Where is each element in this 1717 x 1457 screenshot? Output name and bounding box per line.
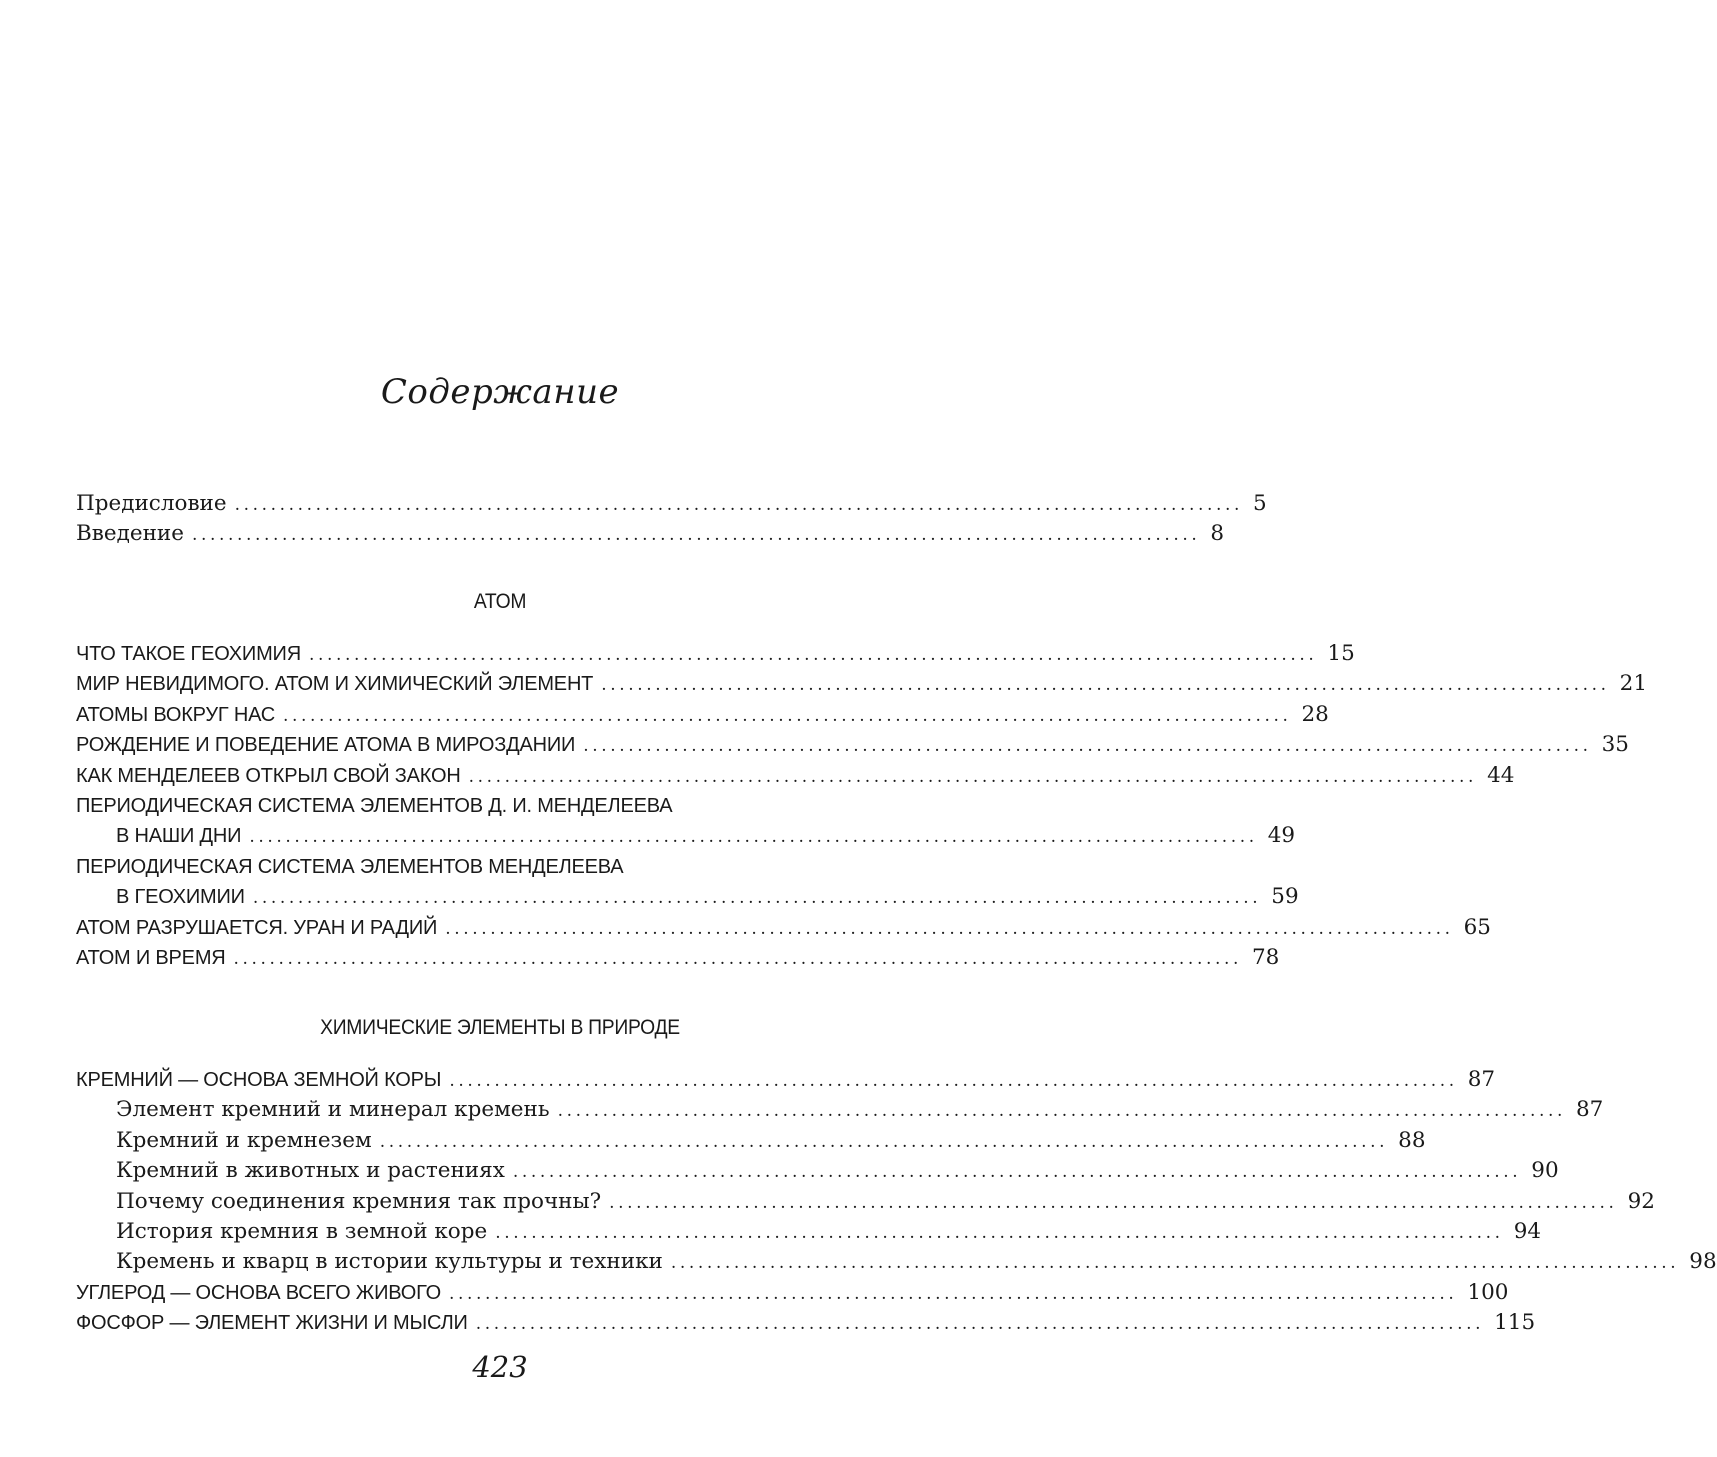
page-number: 423 [472,1350,528,1384]
toc-entry-page: 15 [1327,641,1355,666]
toc-entry-page: 87 [1576,1097,1604,1123]
toc-entry-title-line2: В НАШИ ДНИ [116,825,242,848]
dot-leader: ................................................................................................................ [233,948,1242,969]
toc-entry[interactable] [76,639,1355,669]
toc-entry-title-line1[interactable]: ПЕРИОДИЧЕСКАЯ СИСТЕМА ЭЛЕМЕНТОВ МЕНДЕЛЕЕВА [76,855,624,878]
toc-entry-page: 92 [1627,1188,1655,1214]
dot-leader: ................................................................................................................ [445,918,1454,939]
toc-entry-title: АТОМ РАЗРУШАЕТСЯ. УРАН И РАДИЙ [76,916,438,939]
dot-leader: ................................................................................................................ [283,705,1292,726]
toc-subentry[interactable] [76,1217,1542,1247]
toc-entry-title: Предисловие [76,491,227,516]
dot-leader: ................................................................................................................ [512,1162,1522,1183]
toc-entry-page: 100 [1467,1279,1509,1305]
toc-entry[interactable] [76,519,1225,549]
dot-leader: ................................................................................................................ [495,1222,1504,1243]
toc-entry[interactable] [76,489,1267,519]
toc-section-2 [76,1065,1717,1339]
toc-entry-page: 78 [1251,944,1280,970]
toc-entry-page: 21 [1619,671,1647,697]
toc-entry-title-line1[interactable]: ПЕРИОДИЧЕСКАЯ СИСТЕМА ЭЛЕМЕНТОВ Д. И. МЕНДЕЛЕЕВА [76,794,673,817]
toc-entry[interactable] [76,669,1647,699]
toc-entry[interactable] [76,1278,1509,1308]
toc-entry-page: 59 [1271,884,1299,910]
toc-subentry[interactable] [76,1187,1655,1217]
dot-leader: ................................................................................................................ [468,766,1478,787]
toc-entry-page: 5 [1253,491,1267,516]
toc-subentry[interactable] [76,1156,1559,1186]
toc-entry-title: Кремний в животных и растениях [116,1158,505,1184]
toc-entry-page: 90 [1531,1158,1559,1184]
dot-leader: ................................................................................................................ [670,1253,1680,1274]
toc-entry-title: ЧТО ТАКОЕ ГЕОХИМИЯ [76,643,301,665]
toc-entry-page: 44 [1487,762,1515,788]
toc-entry-title: АТОМ И ВРЕМЯ [76,946,226,969]
toc-entry-title: КРЕМНИЙ — ОСНОВА ЗЕМНОЙ КОРЫ [76,1069,442,1091]
toc-entry-page: 87 [1467,1067,1496,1092]
dot-leader: ................................................................................................................ [379,1131,1389,1152]
section-heading: АТОМ [473,590,527,613]
toc-entry-page: 94 [1513,1218,1542,1244]
toc-entry-page: 88 [1398,1127,1426,1153]
dot-leader: ................................................................................................................ [475,1314,1485,1335]
dot-leader: ................................................................................................................ [449,1071,1458,1091]
toc-entry-title: КАК МЕНДЕЛЕЕВ ОТКРЫЛ СВОЙ ЗАКОН [76,764,461,787]
toc-entry[interactable] [76,761,1515,791]
toc-entry[interactable] [76,882,1299,912]
toc-entry-title: РОЖДЕНИЕ И ПОВЕДЕНИЕ АТОМА В МИРОЗДАНИИ [76,734,576,757]
dot-leader: ................................................................................................................ [249,827,1258,848]
dot-leader: ................................................................................................................ [557,1101,1566,1122]
toc-entry-title: МИР НЕВИДИМОГО. АТОМ И ХИМИЧЕСКИЙ ЭЛЕМЕНТ [76,673,594,696]
dot-leader: ................................................................................................................ [252,888,1262,909]
dot-leader: ................................................................................................................ [448,1283,1458,1304]
toc-section-1 [76,639,1647,973]
toc-entry[interactable] [76,913,1491,943]
toc-entry-title: Кремний и кремнезем [116,1127,372,1153]
toc-entry-page: 98 [1689,1249,1717,1275]
toc-entry-page: 28 [1301,701,1329,727]
toc-subentry[interactable] [76,1247,1717,1277]
toc-entry-page: 49 [1267,823,1296,849]
toc-entry-page: 65 [1463,914,1491,940]
toc-entry-title: УГЛЕРОД — ОСНОВА ВСЕГО ЖИВОГО [76,1281,441,1304]
toc-entry-title: ФОСФОР — ЭЛЕМЕНТ ЖИЗНИ И МЫСЛИ [76,1312,468,1335]
toc-entry-title: Почему соединения кремния так прочны? [116,1188,602,1214]
toc-entry-page: 8 [1210,521,1225,547]
dot-leader: ................................................................................................................ [234,495,1244,515]
toc-entry[interactable] [76,943,1280,973]
toc-entry-title: История кремния в земной коре [116,1218,488,1244]
dot-leader: ................................................................................................................ [191,525,1201,546]
toc-subentry[interactable] [76,1095,1604,1125]
dot-leader: ................................................................................................................ [583,736,1592,757]
dot-leader: ................................................................................................................ [308,645,1318,665]
dot-leader: ................................................................................................................ [601,675,1610,696]
toc-entry[interactable] [76,730,1629,760]
toc-entry-page: 115 [1494,1310,1536,1336]
toc-entry-title: Элемент кремний и минерал кремень [116,1097,550,1123]
toc-entry[interactable] [76,1065,1496,1095]
dot-leader: ................................................................................................................ [609,1192,1618,1213]
toc-entry[interactable] [76,700,1329,730]
toc-entry-title: Кремень и кварц в истории культуры и техники [116,1249,663,1275]
toc-entry-page: 35 [1601,732,1629,758]
page-title: Содержание [380,372,620,412]
toc-entry-title: АТОМЫ ВОКРУГ НАС [76,703,276,726]
toc-entry[interactable] [76,1308,1536,1338]
toc-subentry[interactable] [76,1126,1426,1156]
toc-entry-title: Введение [76,521,184,547]
toc-entry-title-line2: В ГЕОХИМИИ [116,886,245,909]
toc-entry[interactable] [76,821,1296,851]
toc-front [76,489,1267,550]
section-heading: ХИМИЧЕСКИЕ ЭЛЕМЕНТЫ В ПРИРОДЕ [320,1016,680,1039]
